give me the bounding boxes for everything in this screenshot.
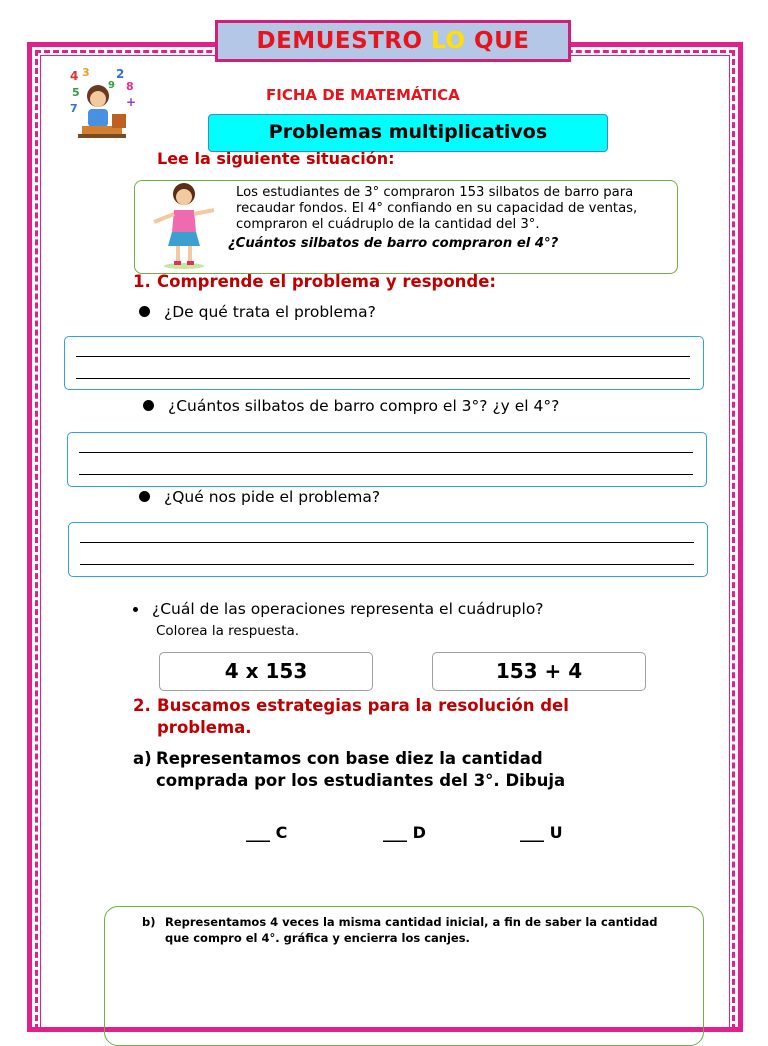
answer-line [79,452,693,453]
topic-label: Problemas multiplicativos [268,121,548,143]
svg-text:2: 2 [116,67,125,81]
operation-question [133,600,544,618]
bullet-icon [143,400,154,411]
svg-text:9: 9 [108,80,115,91]
topic-banner [208,114,608,152]
answer-box-3[interactable] [68,522,708,577]
question-2-text: ¿Cuántos silbatos de barro compro el 3°? ¿y el 4°? [168,397,560,415]
option-2-label: 153 + 4 [495,659,583,683]
worksheet-title: FICHA DE MATEMÁTICA [266,86,460,104]
answer-box-2[interactable] [67,432,707,487]
story-text: Los estudiantes de 3° compraron 153 silbatos de barro para recaudar fondos. El 4° confiando en su capacidad de ventas, compraron el cuádruplo de la cantidad del 3°. [236,185,638,232]
subsection-a-text: Representamos con base diez la cantidad comprada por los estudiantes del 3°. Dibuja [156,749,566,790]
answer-line [79,474,693,475]
subsection-b-label: b) [142,915,156,929]
instruction-heading: Lee la siguiente situación: [157,149,395,168]
section-1-title: Comprende el problema y responde: [157,272,497,291]
svg-text:8: 8 [126,80,134,93]
option-153plus4[interactable] [432,652,646,691]
header-banner [215,20,571,62]
option-1-label: 4 x 153 [224,659,308,683]
units-blank[interactable]: ___ U [520,823,563,842]
svg-text:3: 3 [82,66,90,79]
option-4x153[interactable] [159,652,373,691]
question-1 [139,303,376,321]
answer-line [80,542,694,543]
answer-line [76,378,690,379]
answer-box-1[interactable] [64,336,704,390]
section-2-number: 2. [133,696,151,715]
svg-text:5: 5 [72,86,80,99]
hundreds-blank[interactable]: ___ C [246,823,288,842]
svg-text:7: 7 [70,102,78,115]
operation-question-text: ¿Cuál de las operaciones representa el cuádruplo? [152,600,544,618]
subsection-a-label: a) [133,749,152,768]
bullet-icon [133,607,138,612]
header-word-2: LO [431,28,466,54]
question-3-text: ¿Qué nos pide el problema? [164,488,381,506]
header-word-3: QUE [474,28,530,54]
bullet-icon [139,491,150,502]
answer-line [76,356,690,357]
operation-hint: Colorea la respuesta. [156,623,300,639]
section-1-heading [133,271,496,293]
section-2-title: Buscamos estrategias para la resolución del problema. [157,696,569,737]
subsection-b-text: Representamos 4 veces la misma cantidad inicial, a fin de saber la cantidad que compro el 4°. gráfica y encierra los canjes. [165,915,658,945]
kid-math-illustration [68,66,136,144]
story-question: ¿Cuántos silbatos de barro compraron el 4°? [228,236,559,251]
question-3 [139,488,380,506]
question-1-text: ¿De qué trata el problema? [164,303,376,321]
girl-illustration [146,180,222,270]
svg-text:4: 4 [70,69,79,83]
bullet-icon [139,306,150,317]
section-1-number: 1. [133,272,151,291]
svg-text:+: + [126,95,136,109]
answer-line [80,564,694,565]
header-word-1: DEMUESTRO [256,28,423,54]
question-2 [143,397,559,415]
tens-blank[interactable]: ___ D [383,823,426,842]
